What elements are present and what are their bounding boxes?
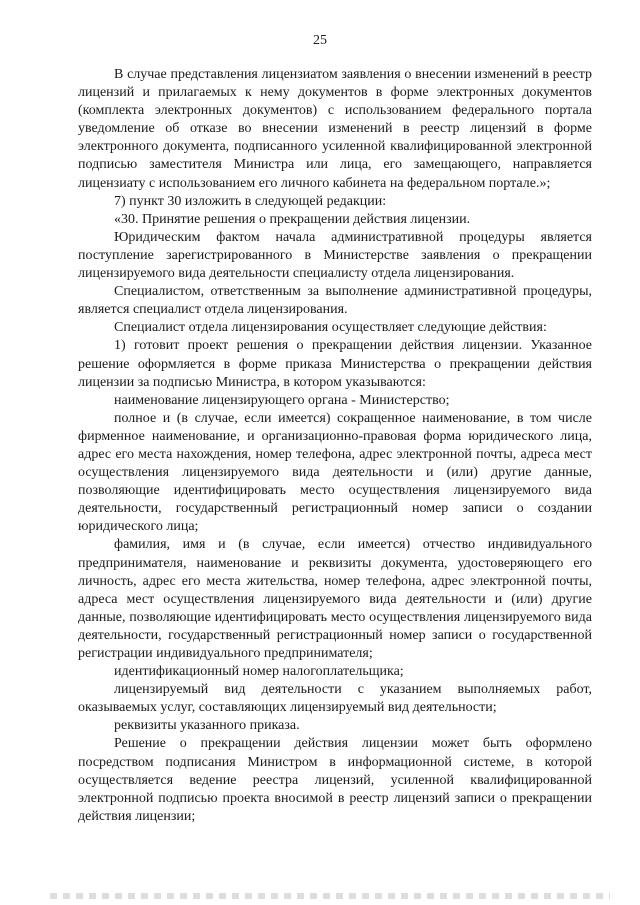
- paragraph-entrepreneur-details: фамилия, имя и (в случае, если имеется) отчество индивидуального предпринимателя, наименование и реквизиты документа, удостоверяющего его личность, адрес его места жительства, номер телефона, адрес электронной почты, адреса мест осуществления лицензируемого вида деятельности и (или) другие данные, позволяющие идентифицировать место осуществления лицензируемого вида деятельности, государственный регистрационный номер записи о государственной регистрации индивидуального предпринимателя;: [78, 537, 592, 661]
- paragraph-electronic-decision: Решение о прекращении действия лицензии может быть оформлено посредством подписания Министром в информационной системе, в которой осуществляется ведение реестра лицензий, усиленной квалифицированной электронной подписью проекта вносимой в реестр лицензий записи о прекращении действия лицензии;: [78, 736, 592, 824]
- paragraph-item-7: 7) пункт 30 изложить в следующей редакции:: [114, 193, 387, 209]
- paragraph-specialist-actions: Специалист отдела лицензирования осуществляет следующие действия:: [114, 320, 547, 336]
- scan-bottom-edge: [50, 893, 610, 899]
- paragraph-legal-entity-details: полное и (в случае, если имеется) сокращенное наименование, в том числе фирменное наименование, и организационно-правовая форма юридического лица, адрес его места нахождения, номер телефона, адрес электронной почты, адреса мест осуществления лицензируемого вида деятельности и (или) другие данные, позволяющие идентифицировать место осуществления лицензируемого вида деятельности, государственный регистрационный номер записи о создании юридического лица;: [78, 410, 592, 535]
- paragraph-action-1: 1) готовит проект решения о прекращении действия лицензии. Указанное решение оформляется в форме приказа Министерства о прекращении действия лицензии за подписью Министра, в котором указываются:: [78, 338, 592, 390]
- paragraph-licensed-activity: лицензируемый вид деятельности с указанием выполняемых работ, оказываемых услуг, составляющих лицензируемый вид деятельности;: [78, 682, 592, 716]
- paragraph-legal-fact: Юридическим фактом начала административной процедуры является поступление зарегистрированного в Министерстве заявления о прекращении лицензируемого вида деятельности специалисту отдела лицензирования.: [78, 229, 592, 282]
- paragraph-licensing-authority: наименование лицензирующего органа - Министерство;: [114, 392, 450, 408]
- paragraph-tax-id: идентификационный номер налогоплательщика;: [114, 664, 404, 680]
- paragraph-electronic-notice: В случае представления лицензиатом заявления о внесении изменений в реестр лицензий и прилагаемых к нему документов в форме электронных документов (комплекта электронных документов) с использованием федерального портала уведомление об отказе во внесении изменений в реестр лицензий в форме электронного документа, подписанного усиленной квалифицированной электронной подписью заместителя Министра или лица, его замещающего, направляется лицензиату с использованием его личного кабинета на федеральном портале.»;: [78, 67, 592, 191]
- paragraph-responsible-specialist: Специалистом, ответственным за выполнение административной процедуры, является специалист отдела лицензирования.: [78, 284, 592, 318]
- paragraph-order-details: реквизиты указанного приказа.: [114, 718, 300, 734]
- document-body: [78, 66, 592, 826]
- paragraph-section-30-title: «30. Принятие решения о прекращении действия лицензии.: [114, 211, 471, 227]
- page-number: 25: [313, 33, 327, 48]
